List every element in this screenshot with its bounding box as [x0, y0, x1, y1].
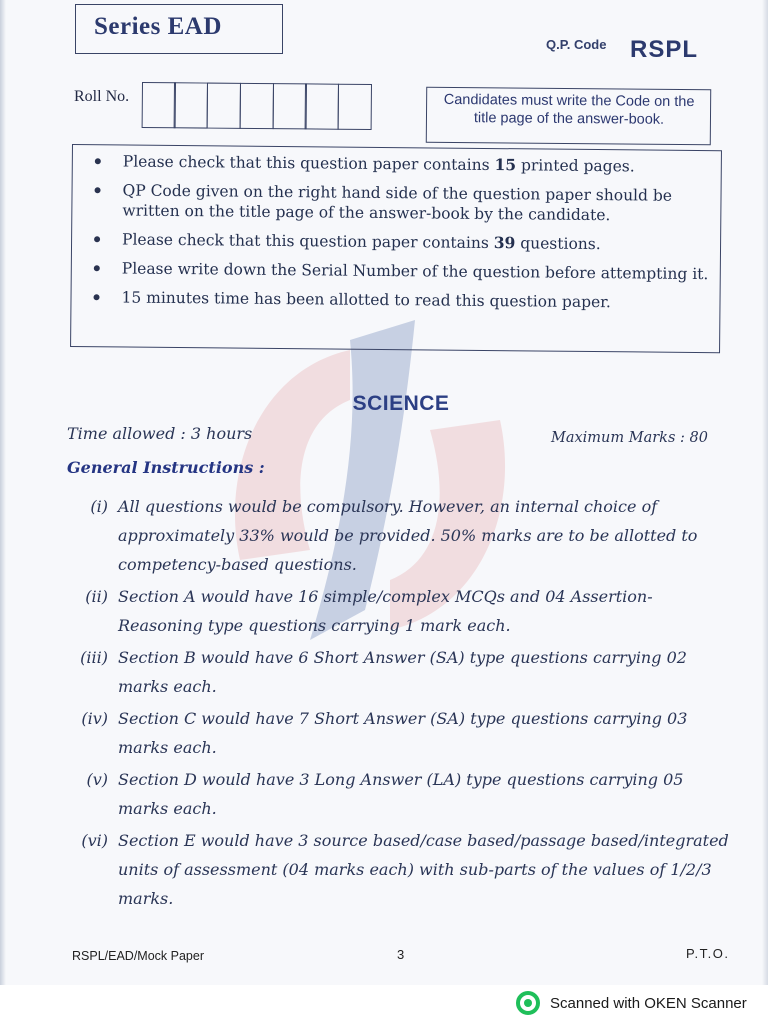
bullet-icon [94, 236, 100, 242]
check-count: 39 [493, 233, 516, 253]
check-item [72, 180, 720, 226]
check-count: 15 [494, 155, 517, 175]
check-text: questions. [515, 234, 601, 254]
check-text: QP Code given on the right hand side of the question paper should be written on the title page of the answer-book by the candidate. [122, 181, 673, 225]
qp-code-label: Q.P. Code [546, 37, 607, 52]
footer-pto: P.T.O. [686, 946, 730, 961]
roll-no-digit-box[interactable] [305, 83, 339, 129]
check-item [72, 229, 720, 255]
instruction-number: (ii) [85, 587, 108, 606]
instruction-text: Section C would have 7 Short Answer (SA) type questions carrying 03 marks each. [118, 709, 688, 757]
scanner-text: Scanned with OKEN Scanner [550, 994, 747, 1012]
instruction-item [60, 704, 732, 762]
roll-no-digit-box[interactable] [239, 83, 273, 129]
instruction-item [60, 826, 732, 913]
instruction-text: Section A would have 16 simple/complex MCQs and 04 Assertion-Reasoning type questions carrying 1 mark each. [118, 587, 653, 635]
roll-no-boxes[interactable] [143, 82, 372, 130]
scanner-watermark [516, 991, 747, 1015]
check-text: Please check that this question paper contains [121, 230, 494, 253]
roll-no-digit-box[interactable] [207, 83, 241, 129]
general-instructions-heading: General Instructions : [67, 458, 265, 477]
oken-scanner-logo-icon [516, 991, 540, 1015]
bullet-icon [94, 294, 100, 300]
check-text: Please check that this question paper contains [122, 152, 495, 175]
series-label: Series EAD [75, 4, 283, 54]
candidate-notice: Candidates must write the Code on the title page of the answer-book. [426, 87, 711, 145]
instruction-number: (v) [86, 770, 108, 789]
instruction-item [60, 582, 732, 640]
check-text: 15 minutes time has been allotted to read this question paper. [121, 288, 611, 312]
instruction-number: (vi) [81, 831, 108, 850]
instruction-item [60, 765, 732, 823]
bullet-icon [95, 187, 101, 193]
instruction-number: (iv) [81, 709, 108, 728]
bullet-icon [94, 265, 100, 271]
check-text: Please write down the Serial Number of the question before attempting it. [121, 259, 709, 284]
page-edge-left [0, 0, 6, 985]
roll-no-digit-box[interactable] [141, 82, 175, 128]
check-item [72, 258, 720, 284]
footer-paper-id: RSPL/EAD/Mock Paper [72, 949, 204, 963]
instruction-number: (i) [90, 497, 108, 516]
check-text: printed pages. [516, 156, 635, 176]
bullet-icon [95, 158, 101, 164]
footer-page-number: 3 [397, 947, 405, 962]
instruction-text: All questions would be compulsory. However, an internal choice of approximately 33% would be provided. 50% marks are to be allotted to competency-based questions. [118, 497, 698, 574]
instruction-text: Section D would have 3 Long Answer (LA) type questions carrying 05 marks each. [118, 770, 684, 818]
check-list [71, 145, 721, 313]
subject-title: SCIENCE [352, 392, 450, 415]
instructions-list [60, 492, 732, 916]
qp-code-value: RSPL [630, 36, 699, 63]
roll-no-digit-box[interactable] [272, 83, 306, 129]
maximum-marks: Maximum Marks : 80 [551, 430, 708, 446]
time-allowed: Time allowed : 3 hours [67, 424, 253, 443]
roll-no-digit-box[interactable] [338, 84, 372, 130]
instruction-text: Section E would have 3 source based/case based/passage based/integrated units of assessment (04 marks each) with sub-parts of the values of 1/2/3 marks. [118, 831, 729, 908]
roll-no-digit-box[interactable] [174, 82, 208, 128]
check-instructions-box [70, 144, 722, 353]
instruction-item [60, 643, 732, 701]
instruction-text: Section B would have 6 Short Answer (SA) type questions carrying 02 marks each. [118, 648, 687, 696]
check-item [71, 287, 719, 313]
check-item [73, 151, 721, 177]
page-edge-right [762, 0, 768, 985]
instruction-number: (iii) [80, 648, 108, 667]
instruction-item [60, 492, 732, 579]
roll-no-label: Roll No. [74, 88, 130, 105]
